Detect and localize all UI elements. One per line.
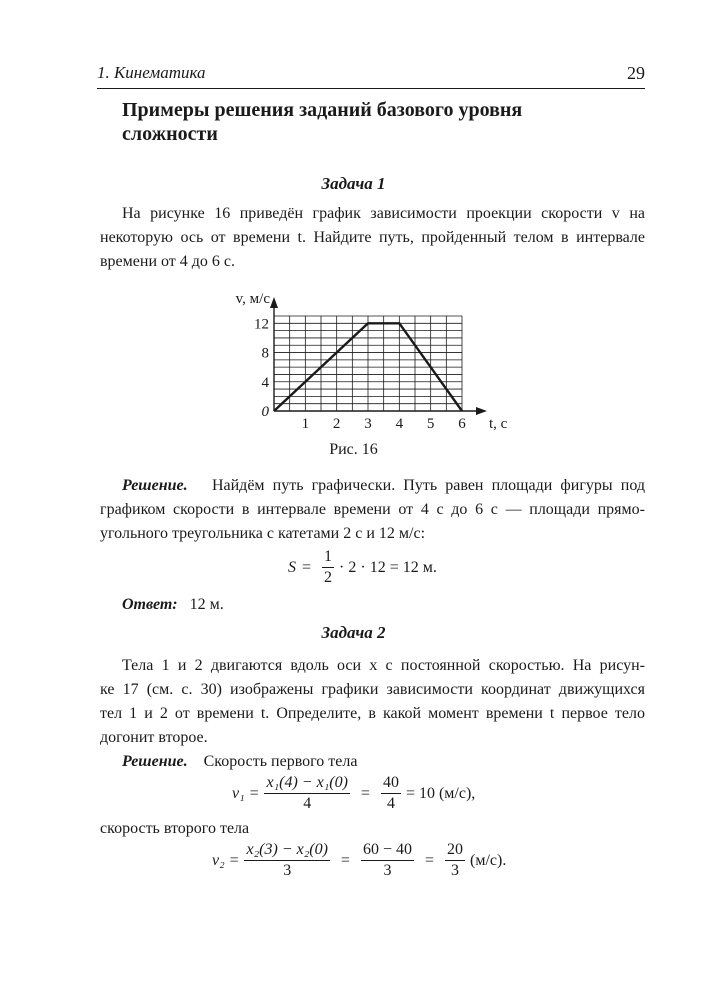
section-title: Примеры решения заданий базового уровня сложности (122, 99, 523, 145)
v2-f1-den: 3 (283, 862, 292, 879)
task1-line-2: некоторую ось от времени t. Найдите путь, пройденный телом в интервале (100, 229, 645, 246)
x-tick-label: 4 (395, 416, 404, 432)
answer-line (122, 593, 224, 617)
task1-line-1: На рисунке 16 приведён график зависимости проекции скорости v на (122, 205, 645, 222)
task2-solution-intro: Скорость первого тела (203, 753, 358, 770)
v2-f2-den: 3 (383, 862, 392, 879)
answer-value: 12 м. (189, 596, 224, 613)
between-text: скорость второго тела (100, 820, 250, 837)
v1-f1-num: x₁(4) − x₁(0) (264, 774, 349, 794)
task1-text (100, 202, 645, 274)
solution-label: Решение. (122, 477, 188, 494)
y-tick-label: 4 (261, 374, 269, 391)
v1-f2-den: 4 (386, 795, 395, 812)
running-head: 1. Кинематика (97, 63, 206, 82)
v2-f3-num: 20 (445, 841, 465, 861)
formula-lhs: S (288, 558, 296, 576)
formula-path: S = $\frac{1}{2}$ · 2 · 12 = 12 м. (288, 548, 437, 586)
x-axis-arrow (476, 407, 487, 415)
v1-fraction-2 (381, 774, 401, 813)
task1-solution-line-1 (100, 474, 645, 498)
fraction-num: 1 (322, 548, 334, 568)
v1-rest: = 10 (м/с), (405, 784, 476, 802)
y-tick-label: 8 (261, 345, 269, 362)
task1-solution-line-3: угольного треугольника с катетами 2 с и 12 м/с: (100, 525, 426, 542)
task2-solution-intro-line (122, 750, 357, 774)
formula-rest: · 2 · 12 = 12 м. (339, 558, 437, 576)
v1-lhs: v₁ = (232, 784, 260, 802)
y-axis-arrow (270, 297, 278, 308)
v2-fraction-1 (244, 841, 329, 880)
v1-f2-num: 40 (381, 774, 401, 794)
origin-label: 0 (261, 404, 269, 420)
task2-title: Задача 2 (321, 623, 386, 642)
task2-text (100, 654, 645, 750)
x-tick-label: 2 (332, 416, 341, 432)
x-axis-label: t, с (489, 416, 508, 432)
answer-label: Ответ: (122, 596, 178, 613)
y-axis-label: v, м/с (235, 291, 270, 307)
task2-solution-label: Решение. (122, 753, 188, 770)
task1-solution (100, 474, 645, 546)
x-tick-label: 6 (458, 416, 466, 432)
task2-line-1: Тела 1 и 2 двигаются вдоль оси x с постоянной скоростью. На рисун- (122, 657, 645, 674)
task1-solution-line-2: графиком скорости в интервале времени от 4 с до 6 с — площади прямо- (100, 501, 645, 518)
x-tick-label: 1 (301, 416, 310, 432)
v1-f1-den: 4 (303, 795, 312, 812)
task2-line-3: тел 1 и 2 от времени t. Определите, в какой момент времени t первое тело (100, 705, 645, 722)
v2-f3-den: 3 (451, 862, 459, 879)
y-tick-label: 12 (254, 316, 269, 333)
task1-line-3: времени от 4 до 6 с. (100, 253, 236, 270)
task2-line-4: догонит второе. (100, 729, 208, 746)
v2-lhs: v₂ = (212, 851, 240, 869)
v2-f2-num: 60 − 40 (361, 841, 414, 861)
x-tick-label: 3 (364, 416, 372, 432)
formula-v2: v₂ = $\frac{\text{x₂(3) − x₂(0)}}{3}$ = $\frac{60 - 40}{3}$ = $\frac{20}{3}$ (м/с). (212, 841, 507, 879)
v2-fraction-3 (445, 841, 465, 880)
figure-caption: Рис. 16 (329, 441, 378, 458)
task1-title: Задача 1 (321, 174, 386, 193)
formula-v1: v₁ = $\frac{\text{x₁(4) − x₁(0)}}{4}$ = $\frac{40}{4}$ = 10 (м/с), (232, 774, 476, 812)
fraction-den: 2 (324, 569, 333, 586)
formula-fraction (322, 548, 334, 587)
v2-f1-num: x₂(3) − x₂(0) (244, 841, 329, 861)
v2-fraction-2 (361, 841, 414, 880)
v2-rest: (м/с). (470, 851, 507, 869)
v1-fraction-1 (264, 774, 349, 813)
header-rule (97, 88, 645, 89)
velocity-time-chart (200, 276, 520, 436)
solution-text-1: Найдём путь графически. Путь равен площади фигуры под (211, 477, 645, 494)
page-number: 29 (627, 63, 645, 83)
task2-line-2: ке 17 (см. с. 30) изображены графики зависимости координат движущихся (100, 681, 645, 698)
x-tick-label: 5 (426, 416, 435, 432)
